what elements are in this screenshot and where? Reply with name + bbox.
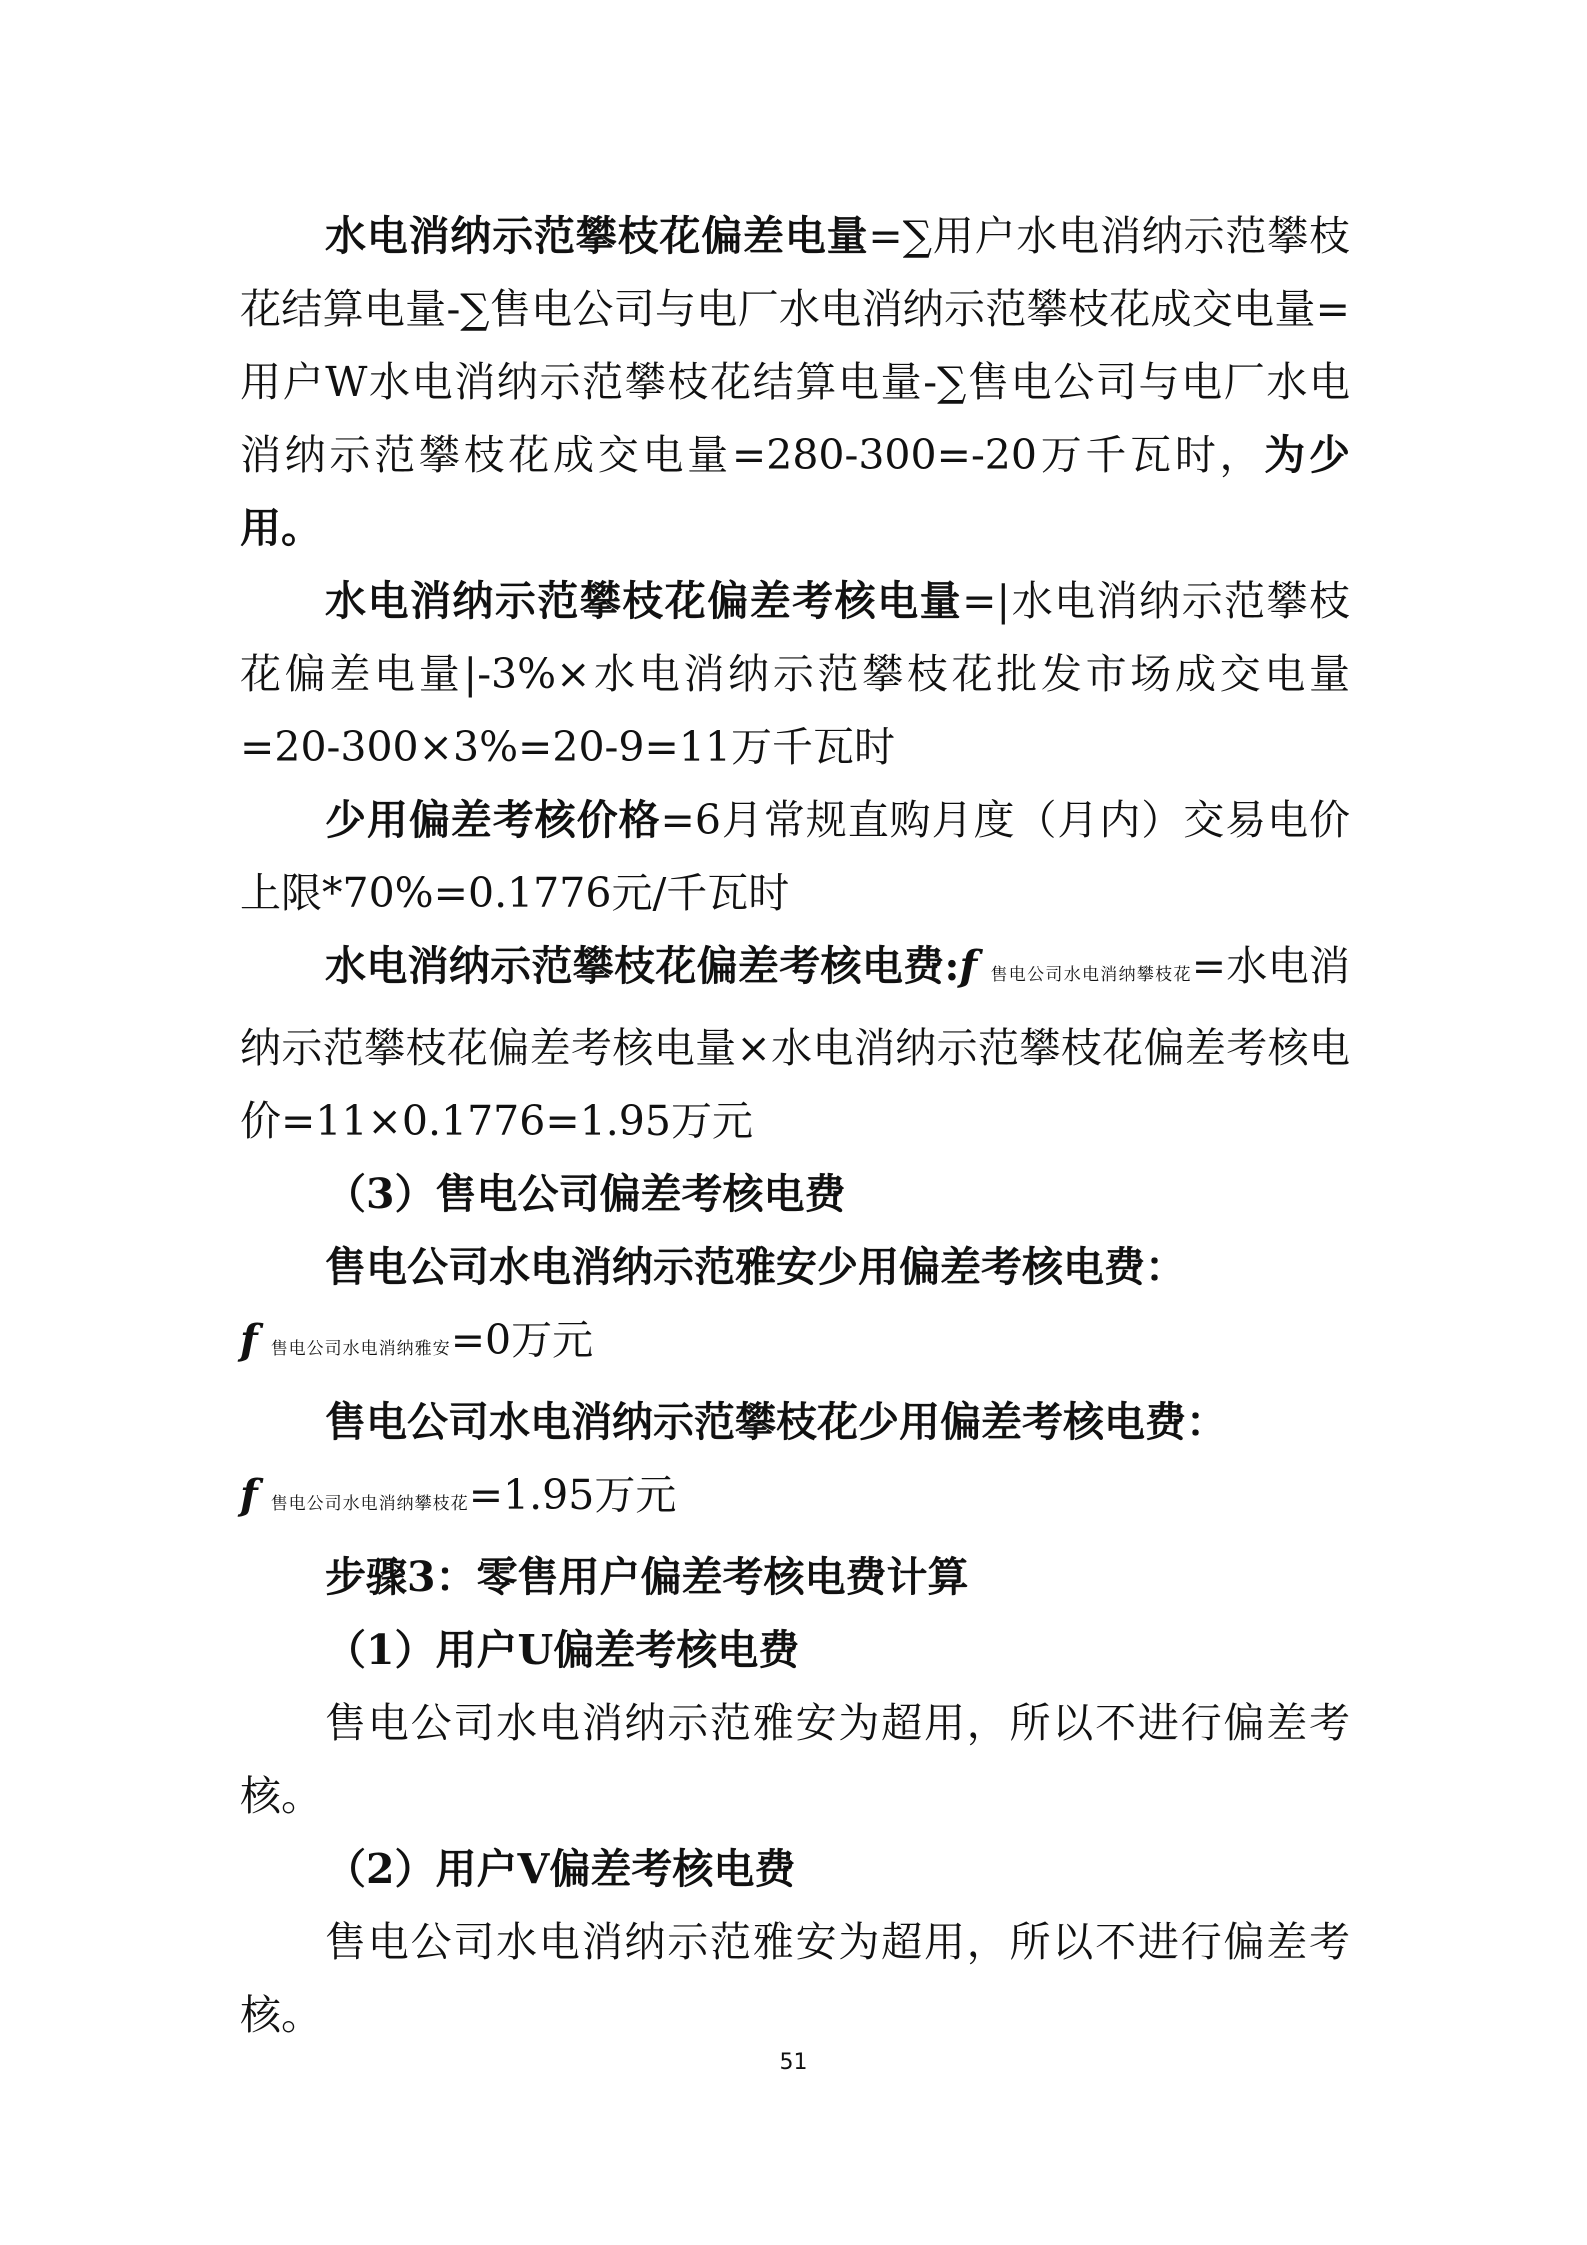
fee-subscript: 售电公司水电消纳攀枝花 <box>990 965 1192 985</box>
formula-panzhihua-fee <box>240 1459 1350 1541</box>
panzhihua-subscript: 售电公司水电消纳攀枝花 <box>270 1494 469 1514</box>
heading-panzhihua-fee: 售电公司水电消纳示范攀枝花少用偏差考核电费： <box>325 1398 1227 1446</box>
paragraph-assessment-price <box>240 784 1350 930</box>
formula-yaan-fee <box>240 1304 1350 1386</box>
assessment-fee-formula: =水电消纳示范攀枝花偏差考核电量×水电消纳示范攀枝花偏差考核电价=11×0.1776=1.95万元 <box>240 942 1350 1145</box>
step3-heading: 步骤3：零售用户偏差考核电费计算 <box>325 1553 969 1601</box>
user-u-heading: （1）用户U偏差考核电费 <box>325 1626 800 1674</box>
term-assessment-quantity: 水电消纳示范攀枝花偏差考核电量 <box>325 577 963 625</box>
deviation-quantity-formula: =∑用户水电消纳示范攀枝花结算电量-∑售电公司与电厂水电消纳示范攀枝花成交电量=用户W水电消纳示范攀枝花结算电量-∑售电公司与电厂水电消纳示范攀枝花成交电量=280-300=-20万千瓦时， <box>240 212 1351 479</box>
heading-yaan-fee: 售电公司水电消纳示范雅安少用偏差考核电费： <box>325 1243 1186 1291</box>
user-v-note: 售电公司水电消纳示范雅安为超用，所以不进行偏差考核。 <box>240 1918 1350 2039</box>
fee-function-symbol: f <box>959 942 978 990</box>
user-u-note: 售电公司水电消纳示范雅安为超用，所以不进行偏差考核。 <box>240 1699 1350 1820</box>
assessment-price-formula: =6月常规直购月度（月内）交易电价上限*70%=0.1776元/千瓦时 <box>240 796 1350 917</box>
yaan-subscript: 售电公司水电消纳雅安 <box>270 1339 451 1359</box>
section-heading-retailer-fee: （3）售电公司偏差考核电费 <box>325 1170 846 1218</box>
term-assessment-price: 少用偏差考核价格 <box>325 796 661 844</box>
term-deviation-quantity: 水电消纳示范攀枝花偏差电量 <box>325 212 869 260</box>
yaan-function-symbol: f <box>240 1316 258 1364</box>
paragraph-assessment-fee <box>240 930 1350 1158</box>
paragraph-deviation-quantity <box>240 200 1350 565</box>
paragraph-assessment-quantity <box>240 565 1350 784</box>
yaan-fee-value: =0万元 <box>450 1316 594 1364</box>
panzhihua-fee-value: =1.95万元 <box>468 1471 677 1519</box>
deviation-quantity-conclusion: 为少用。 <box>240 431 1350 552</box>
panzhihua-function-symbol: f <box>240 1471 258 1519</box>
user-v-heading: （2）用户V偏差考核电费 <box>325 1845 796 1893</box>
assessment-quantity-formula: =|水电消纳示范攀枝花偏差电量|-3%×水电消纳示范攀枝花批发市场成交电量=20-300×3%=20-9=11万千瓦时 <box>240 577 1350 771</box>
term-assessment-fee: 水电消纳示范攀枝花偏差考核电费: <box>325 942 960 990</box>
document-page <box>240 200 1350 2052</box>
page-number: 51 <box>779 2050 808 2075</box>
